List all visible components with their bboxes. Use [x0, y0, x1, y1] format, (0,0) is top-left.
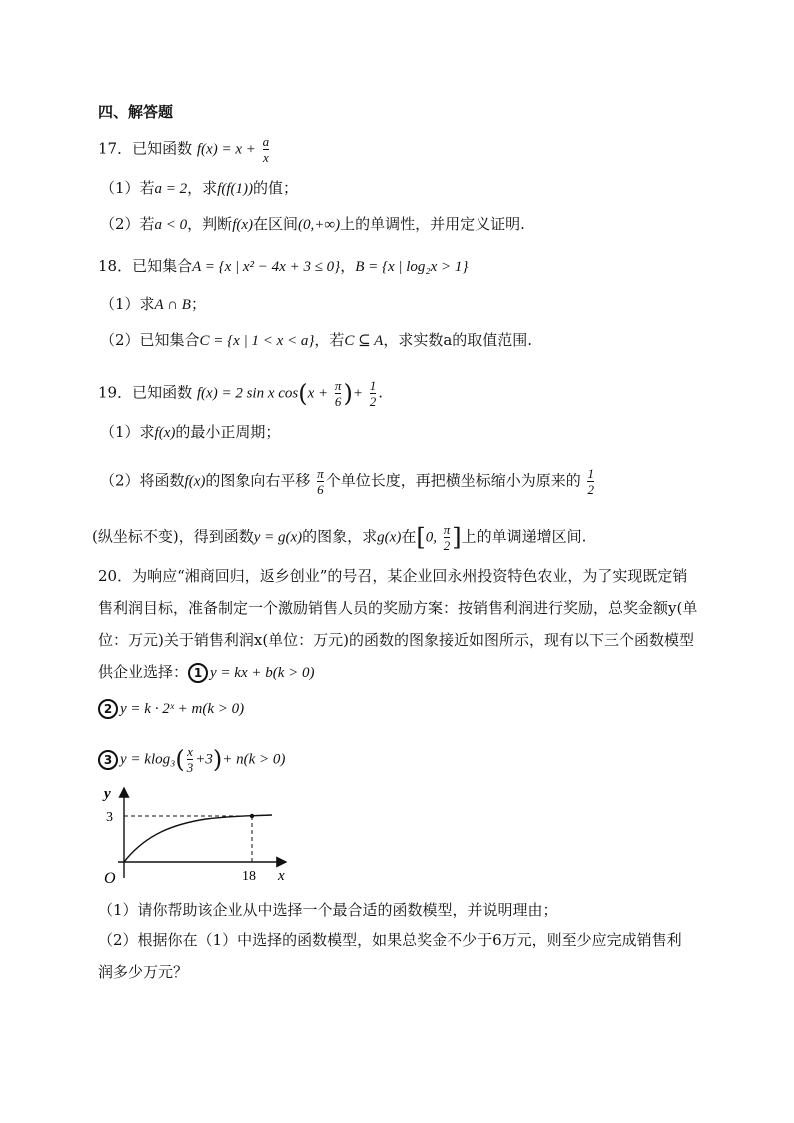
q18-p2-cond: C ⊆ A [344, 333, 384, 349]
q18-p2-set: C = {x | 1 < x < a} [199, 333, 315, 349]
q19-p2-gexpr: g(x) [377, 529, 402, 546]
q20-model-2: y = k · 2ˣ + m(k > 0) [120, 701, 245, 717]
q19-pi-num: π [334, 378, 342, 393]
q20-line1: 20．为响应“湘商回归，返乡创业”的号召，某企业回永州投资特色农业，为了实现既定销 [98, 567, 688, 585]
q19-bracket-close: ] [452, 523, 462, 552]
q17-p1-cond: a = 2 [154, 181, 188, 197]
q17-p2-text-a: （2）若 [100, 215, 155, 233]
q17-stem [98, 134, 271, 165]
q17-p2-text-b: ，判断 [187, 215, 233, 233]
q18-part1 [100, 294, 206, 315]
q19-p2-text-b: 的图象向右平移 [205, 471, 311, 490]
q20-model-3-c: + n(k > 0) [222, 751, 286, 768]
q18-head: 18．已知集合 [98, 257, 193, 275]
graph-origin-label: O [104, 870, 116, 887]
q20-line3: 位：万元)关于销售利润x(单位：万元)的函数的图象接近如图所示，现有以下三个函数模型 [98, 631, 695, 649]
q20-m3-frac [187, 744, 194, 775]
q19-int-den: 2 [443, 538, 451, 553]
q19-paren-open: ( [298, 379, 308, 408]
q20-model-3-b: +3 [195, 751, 213, 768]
q20-m3-frac-num: x [187, 744, 193, 759]
q20-model-3-a: y = klog₃ [120, 751, 176, 768]
q17-p1-text-a: （1）若 [100, 179, 155, 197]
q20-model-3-marker: 3 [98, 750, 118, 770]
q18-sep: ， [340, 257, 356, 275]
q19-p2-text-g: 上的单调递增区间. [461, 527, 587, 546]
q20-line4-text: 供企业选择： [98, 663, 189, 681]
q20-graph [96, 782, 296, 894]
q20-model-2-marker: 2 [98, 699, 118, 719]
graph-curve [124, 815, 272, 862]
q19-p1-text-a: （1）求 [100, 423, 155, 441]
section-title: 四、解答题 [98, 103, 174, 121]
q19-scale-num: 1 [587, 466, 594, 481]
q19-part2-cont [92, 522, 586, 553]
q17-p1-text-b: ，求 [187, 179, 218, 197]
q19-p1-expr: f(x) [154, 425, 176, 441]
q20-m3-paren-open: ( [175, 745, 185, 774]
q19-half-num: 1 [369, 378, 377, 393]
q19-plus: + [352, 385, 363, 402]
q19-bracket-open: [ [416, 523, 426, 552]
q18-set-a: A = {x | x² − 4x + 3 ≤ 0} [192, 259, 341, 275]
q19-p1-text-b: 的最小正周期； [175, 423, 281, 441]
q19-scale-den: 2 [587, 482, 594, 497]
q19-part2 [100, 466, 596, 497]
q19-func-b: x + [307, 385, 329, 402]
q17-frac-num: a [262, 134, 270, 149]
q17-head: 17．已知函数 [98, 139, 193, 158]
q18-stem [98, 256, 468, 277]
q19-half-den: 2 [369, 394, 377, 409]
q20-model-2-line [98, 698, 244, 719]
q17-p2-cond: a < 0 [154, 217, 188, 233]
q20-part2-line2: 润多少万元？ [98, 963, 189, 981]
q19-stem [98, 378, 383, 409]
q19-paren-close: ) [343, 379, 353, 408]
q20-model-3-line [98, 744, 285, 775]
q19-int-a: 0, [425, 529, 437, 546]
q17-p1-expr: f(f(1)) [217, 181, 254, 197]
graph-y-axis-label: y [104, 786, 111, 802]
q19-half-frac [370, 378, 377, 409]
q19-shift-den: 6 [317, 482, 324, 497]
q19-p2-expr: f(x) [184, 473, 206, 490]
q19-part1 [100, 422, 280, 443]
q17-p2-interval: (0,+∞) [298, 217, 341, 233]
q19-head: 19．已知函数 [98, 383, 193, 402]
q19-end: . [378, 383, 383, 402]
q19-p2-gfunc: y = g(x) [253, 529, 303, 546]
q19-int-num: π [443, 522, 451, 537]
q19-p2-text-d: (纵坐标不变)，得到函数 [92, 527, 254, 546]
q19-int-frac [444, 522, 451, 553]
q20-model-1-marker: 1 [188, 663, 208, 683]
q18-p1-text-b: ； [190, 295, 206, 313]
graph-point [250, 814, 254, 818]
q20-part1: （1）请你帮助该企业从中选择一个最合适的函数模型，并说明理由； [98, 901, 558, 919]
q18-p1-expr: A ∩ B [154, 297, 191, 313]
q17-part2 [100, 214, 525, 235]
q17-p2-text-c: 在区间 [253, 215, 299, 233]
q20-part2-line1: （2）根据你在（1）中选择的函数模型，如果总奖金不少于6万元，则至少应完成销售利 [98, 931, 682, 949]
q18-p2-text-b: ，若 [314, 331, 345, 349]
q19-shift-num: π [317, 466, 324, 481]
q19-shift-frac [317, 466, 324, 497]
graph-y-tick-label: 3 [106, 810, 113, 825]
q19-pi-den: 6 [334, 394, 342, 409]
q19-p2-text-f: 在 [401, 527, 417, 546]
q17-fraction [263, 134, 270, 165]
q20-model-1: y = kx + b(k > 0) [210, 665, 315, 681]
q18-p2-text-a: （2）已知集合 [100, 331, 200, 349]
q20-m3-paren-close: ) [212, 745, 223, 774]
graph-x-tick-label: 18 [242, 869, 256, 884]
q17-frac-den: x [262, 150, 269, 165]
q19-p2-text-c: 个单位长度，再把横坐标缩小为原来的 [325, 471, 581, 490]
q17-p2-expr: f(x) [232, 217, 254, 233]
q19-p2-text-e: 的图象，求 [302, 527, 378, 546]
q18-part2 [100, 330, 532, 351]
q17-part1 [100, 178, 298, 199]
q18-p1-text-a: （1）求 [100, 295, 155, 313]
q19-pi-frac [335, 378, 342, 409]
q18-p2-text-c: ，求实数a的取值范围. [383, 331, 533, 349]
graph-x-axis-label: x [278, 868, 285, 884]
q19-p2-text-a: （2）将函数 [100, 471, 185, 490]
q18-set-b: B = {x | log₂x > 1} [355, 259, 469, 275]
q20-line4 [98, 662, 315, 683]
q17-func: f(x) = x + [196, 141, 256, 158]
q20-m3-frac-den: 3 [186, 760, 194, 775]
q17-p2-text-d: 上的单调性，并用定义证明. [340, 215, 525, 233]
q17-p1-text-c: 的值； [253, 179, 299, 197]
q20-line2: 售利润目标，准备制定一个激励销售人员的奖励方案：按销售利润进行奖励，总奖金额y(单 [98, 599, 698, 617]
q19-scale-frac [587, 466, 594, 497]
q19-func-a: f(x) = 2 sin x cos [196, 385, 299, 402]
